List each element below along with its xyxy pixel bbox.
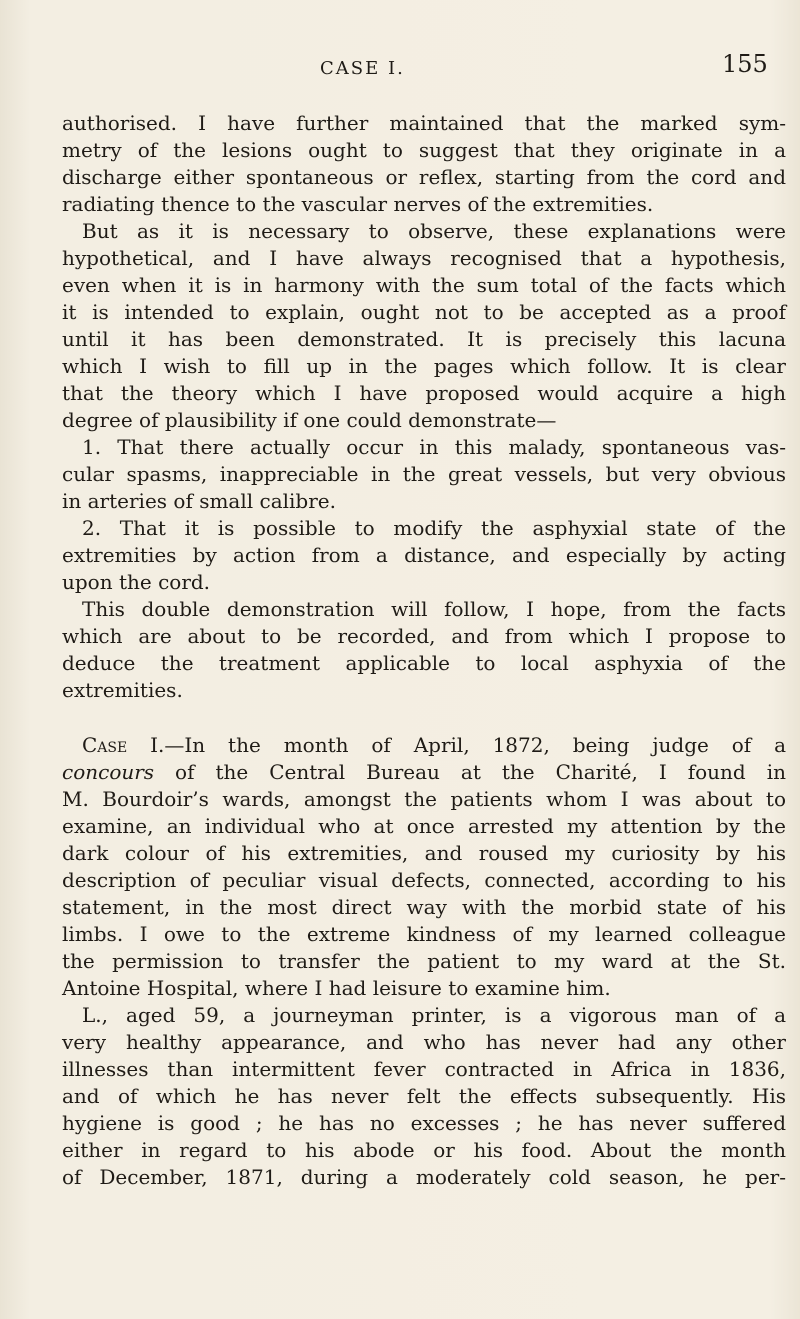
text-line: and of which he has never felt the effects subsequently. His <box>62 1084 786 1108</box>
text-line: either in regard to his abode or his food. About the month <box>62 1138 786 1162</box>
text-line: metry of the lesions ought to suggest that they originate in a <box>62 138 786 162</box>
patient-history-paragraph <box>62 1002 786 1191</box>
paragraph-demonstration <box>62 596 786 704</box>
text-line: discharge either spontaneous or reflex, starting from the cord and <box>62 165 786 189</box>
text-line: description of peculiar visual defects, connected, according to his <box>62 868 786 892</box>
page-body <box>62 110 786 1191</box>
text-line: deduce the treatment applicable to local asphyxia of the <box>62 651 786 675</box>
text-line: radiating thence to the vascular nerves of the extremities. <box>62 192 654 216</box>
text-line: of December, 1871, during a moderately cold season, he per- <box>62 1165 786 1189</box>
text-line: upon the cord. <box>62 570 211 594</box>
text-line: in arteries of small calibre. <box>62 489 336 513</box>
text-line: degree of plausibility if one could demonstrate— <box>62 408 557 432</box>
running-title: CASE I. <box>320 58 405 79</box>
text-line: which I wish to fill up in the pages which follow. It is clear <box>62 354 786 378</box>
paragraph-continuation <box>62 110 786 218</box>
text-line: statement, in the most direct way with the morbid state of his <box>62 895 786 919</box>
text-line: This double demonstration will follow, I hope, from the facts <box>82 597 786 621</box>
text-line: hypothetical, and I have always recognised that a hypothesis, <box>62 246 786 270</box>
text-line: cular spasms, inappreciable in the great vessels, but very obvious <box>62 462 786 486</box>
numbered-point-1 <box>62 434 786 515</box>
case-label: Case <box>82 733 128 757</box>
text-line: extremities. <box>62 678 183 702</box>
concours-word: concours <box>62 760 155 784</box>
text-line: examine, an individual who at once arrested my attention by the <box>62 814 786 838</box>
text-line: limbs. I owe to the extreme kindness of my learned colleague <box>62 922 786 946</box>
text-line: extremities by action from a distance, and especially by acting <box>62 543 786 567</box>
paragraph-hypothesis <box>62 218 786 434</box>
text-line: that the theory which I have proposed would acquire a high <box>62 381 786 405</box>
text-line <box>62 732 786 759</box>
text-line: the permission to transfer the patient to my ward at the St. <box>62 949 786 973</box>
text-line <box>62 759 786 786</box>
text-line: until it has been demonstrated. It is precisely this lacuna <box>62 327 786 351</box>
text-line: illnesses than intermittent fever contracted in Africa in 1836, <box>62 1057 786 1081</box>
text-line: L., aged 59, a journeyman printer, is a vigorous man of a <box>82 1003 786 1027</box>
case-one-paragraph <box>62 732 786 1002</box>
concours-line-rest: of the Central Bureau at the Charité, I found in <box>154 760 786 784</box>
text-line: But as it is necessary to observe, these explanations were <box>82 219 786 243</box>
text-line: it is intended to explain, ought not to be accepted as a proof <box>62 300 786 324</box>
text-line: Antoine Hospital, where I had leisure to examine him. <box>62 976 611 1000</box>
numbered-point-2 <box>62 515 786 596</box>
text-line: dark colour of his extremities, and roused my curiosity by his <box>62 841 786 865</box>
case-line-rest: I.—In the month of April, 1872, being judge of a <box>127 733 786 757</box>
text-line: authorised. I have further maintained that the marked sym- <box>62 111 786 135</box>
text-line: hygiene is good ; he has no excesses ; he has never suffered <box>62 1111 786 1135</box>
text-line: very healthy appearance, and who has never had any other <box>62 1030 786 1054</box>
section-gap <box>62 704 786 732</box>
text-line: M. Bourdoir’s wards, amongst the patients whom I was about to <box>62 787 786 811</box>
text-line: even when it is in harmony with the sum total of the facts which <box>62 273 786 297</box>
text-line: 2. That it is possible to modify the asphyxial state of the <box>82 516 786 540</box>
page-number: 155 <box>722 50 768 78</box>
text-line: which are about to be recorded, and from which I propose to <box>62 624 786 648</box>
text-line: 1. That there actually occur in this malady, spontaneous vas- <box>82 435 786 459</box>
